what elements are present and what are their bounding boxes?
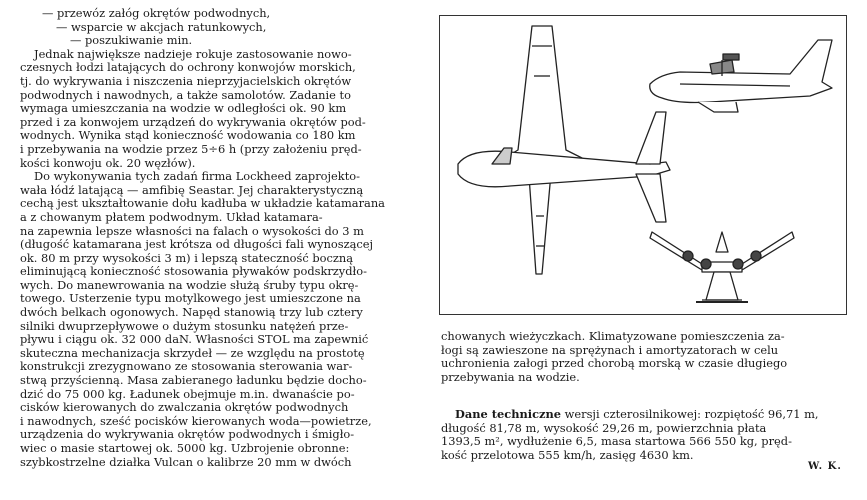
text-line: — przewóz załóg okrętów podwodnych,	[42, 6, 271, 20]
text-line: długość 81,78 m, wysokość 29,26 m, powierzchnia płata	[441, 420, 767, 435]
top-view	[458, 26, 670, 274]
text-line: Jednak największe nadzieje rokuje zastosowanie nowo-	[34, 46, 352, 61]
text-line: wych. Do manewrowania na wodzie służą śruby typu okrę-	[20, 277, 359, 292]
text-line: cechą jest ukształtowanie dołu kadłuba w układzie katamarana	[20, 196, 385, 211]
text-line: Do wykonywania tych zadań firma Lockheed zaprojekto-	[34, 169, 360, 184]
text-line: przebywania na wodzie.	[441, 369, 580, 384]
text-line: (długość katamarana jest krótsza od długości fali wynoszącej	[20, 237, 374, 252]
text-line: — wsparcie w akcjach ratunkowych,	[56, 19, 267, 34]
text-line: dwóch belkach ogonowych. Napęd stanowią trzy lub cztery	[20, 305, 363, 320]
text-line: pływu i ciągu ok. 32 000 daN. Własności STOL ma zapewnić	[20, 332, 369, 347]
text-line: wymaga umieszczania na wodzie w odległości ok. 90 km	[20, 101, 347, 116]
text-line: szybkostrzelne działka Vulcan o kalibrze 20 mm w dwóch	[20, 454, 352, 469]
text-line: podwodnych i nawodnych, a także samolotów. Zadanie to	[20, 87, 351, 102]
text-line: i nawodnych, sześć pocisków kierowanych woda—powietrze,	[20, 413, 372, 428]
left-text-column	[20, 7, 425, 469]
front-view	[650, 232, 794, 302]
text-line: łogi są zawieszone na sprężynach i amortyzatorach w celu	[441, 342, 779, 357]
text-line: stwą przyścienną. Masa zabieranego ładunku będzie docho-	[20, 373, 367, 388]
text-line	[441, 408, 846, 422]
text-line: kości konwoju ok. 20 węzłów).	[20, 155, 196, 170]
text-line: konstrukcji zrezygnowano ze stosowania sterowania war-	[20, 359, 353, 374]
text-line: ok. 80 m przy wysokości 3 m) i lepszą stateczność boczną	[20, 250, 354, 265]
text-line: tj. do wykrywania i niszczenia nieprzyjacielskich okrętów	[20, 73, 352, 88]
text-line: chowanych wieżyczkach. Klimatyzowane pomieszczenia za-	[441, 329, 785, 343]
text-line: kość przelotowa 555 km/h, zasięg 4630 km.	[441, 447, 694, 462]
text-line: a z chowanym płatem podwodnym. Układ katamara-	[20, 209, 323, 224]
text-line: 1393,5 m², wydłużenie 6,5, masa startowa 566 550 kg, pręd-	[441, 434, 792, 449]
text-line: dzić do 75 000 kg. Ładunek obejmuje m.in. dwanaście po-	[20, 386, 355, 401]
text-line-part: wersji czterosilnikowej: rozpiętość 96,71 m,	[561, 407, 819, 421]
technical-data-label: Dane techniczne	[455, 407, 562, 421]
side-view	[650, 40, 832, 112]
text-line: czesnych łodzi latających do ochrony konwojów morskich,	[20, 60, 356, 75]
text-line: wiec o masie startowej ok. 5000 kg. Uzbrojenie obronne:	[20, 441, 350, 455]
text-line: uchronienia załogi przed chorobą morską w czasie długiego	[441, 356, 788, 371]
technical-data-paragraph	[441, 408, 846, 462]
text-line: skuteczna mechanizacja skrzydeł — ze względu na prostotę	[20, 345, 365, 360]
author-signature: W. K.	[808, 461, 842, 472]
text-line: eliminującą konieczność stosowania pływaków podskrzydło-	[20, 264, 367, 279]
text-line: towego. Usterzenie typu motylkowego jest umieszczone na	[20, 291, 361, 306]
right-text-column	[441, 330, 846, 384]
aircraft-three-view-figure	[439, 15, 847, 315]
text-line: cisków kierowanych do zwalczania okrętów podwodnych	[20, 400, 349, 415]
text-line: urządzenia do wykrywania okrętów podwodnych i śmigło-	[20, 427, 355, 442]
text-line: przed i za konwojem urządzeń do wykrywania okrętów pod-	[20, 114, 366, 129]
text-line: wała łódź latającą — amfibię Seastar. Jej charakterystyczną	[20, 182, 364, 197]
text-line: — poszukiwanie min.	[70, 33, 193, 48]
text-line: silniki dwuprzepływowe o dużym stosunku natężeń prze-	[20, 318, 349, 333]
text-line: na zapewnia lepsze własności na falach o wysokości do 3 m	[20, 223, 364, 238]
text-line: wodnych. Wynika stąd konieczność wodowania co 180 km	[20, 128, 356, 143]
seastar-drawing	[440, 16, 846, 314]
text-line: i przebywania na wodzie przez 5÷6 h (przy założeniu pręd-	[20, 141, 362, 156]
